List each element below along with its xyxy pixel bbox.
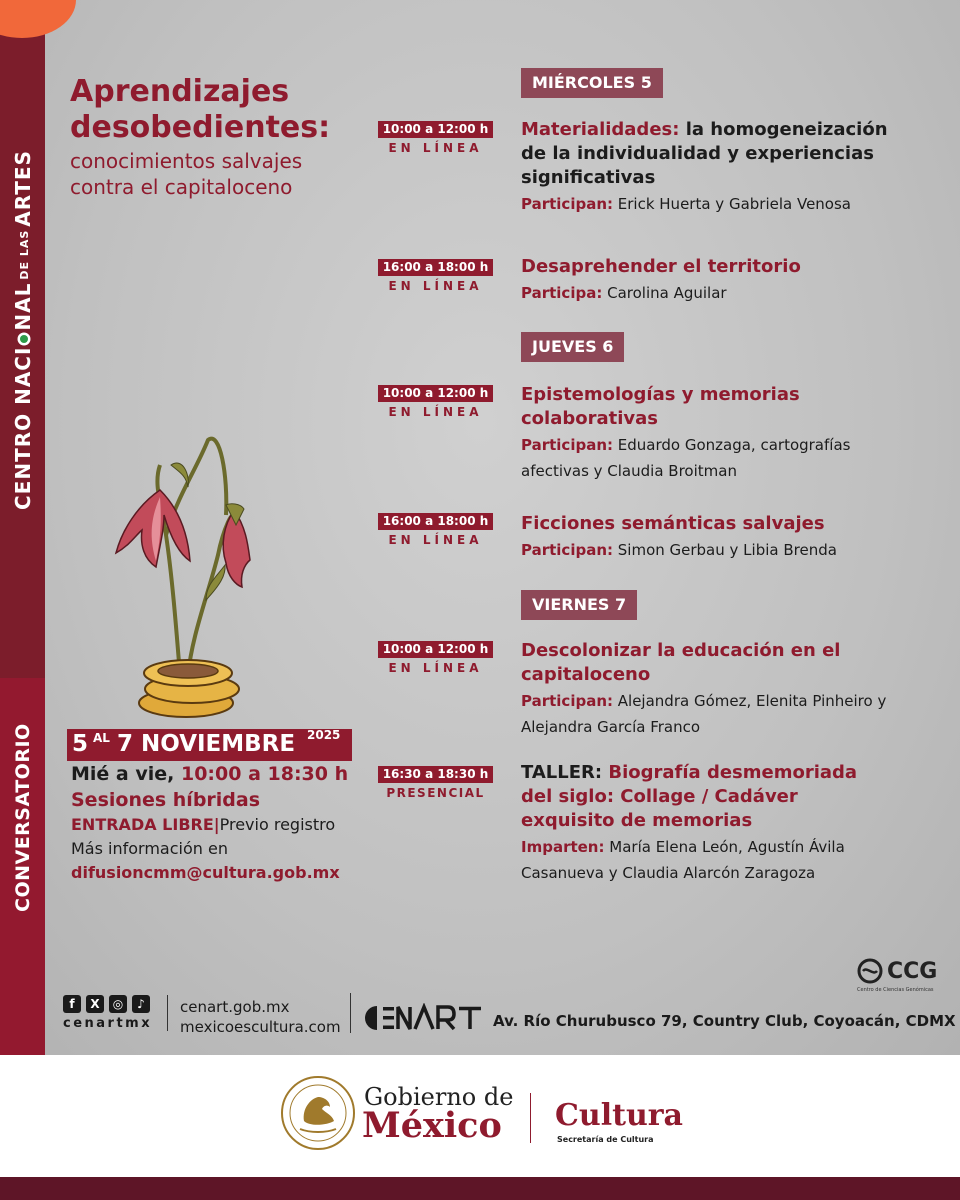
cenart-logo (365, 1003, 483, 1033)
instagram-icon[interactable]: ◎ (109, 995, 127, 1013)
site-cenart[interactable]: cenart.gob.mx (180, 998, 290, 1016)
footer-divider (350, 993, 351, 1033)
hours-label: 10:00 a 18:30 h (180, 763, 349, 785)
time-range: 16:30 a 18:30 h (378, 766, 493, 783)
participants: Carolina Aguilar (602, 284, 727, 302)
participants-label: Participan: (521, 436, 613, 454)
participants-label: Participan: (521, 195, 613, 213)
session-6 (521, 761, 901, 886)
event-title: Aprendizajes desobedientes: (70, 74, 331, 145)
wilted-flower-coins-illustration (108, 435, 268, 720)
session-title: la homogeneización de la individualidad y experiencias significativas (521, 119, 888, 188)
session-title: Biografía desmemoriada del siglo: Collage / Cadáver exquisito de memorias (521, 762, 858, 831)
ccg-logo (857, 958, 947, 998)
participants-label: Participan: (521, 541, 613, 559)
ccg-mark-icon (857, 958, 883, 984)
session-1 (521, 118, 901, 217)
participants-label: Participan: (521, 692, 613, 710)
org-name-part3: ARTES (11, 149, 35, 227)
session-mode: EN LÍNEA (388, 279, 483, 293)
org-name-part2: NAL (11, 282, 35, 331)
facebook-icon[interactable]: f (63, 995, 81, 1013)
time-range: 10:00 a 12:00 h (378, 641, 493, 658)
participants: Simon Gerbau y Libia Brenda (613, 541, 837, 559)
date-end: 7 NOVIEMBRE (117, 731, 296, 757)
corner-accent (0, 0, 76, 38)
gov-name-line2: México (362, 1105, 502, 1146)
bottom-strip (0, 1177, 960, 1200)
ccg-name: CCG (887, 959, 938, 984)
session-mode: EN LÍNEA (388, 661, 483, 675)
participants-label: Participa: (521, 284, 603, 302)
session-mode: PRESENCIAL (386, 786, 485, 800)
date-al: AL (93, 731, 110, 745)
participants: Alejandra Gómez, Elenita Pinheiro y Alejandra García Franco (521, 692, 887, 736)
session-title: Ficciones semánticas salvajes (521, 513, 825, 534)
day-badge-friday: VIERNES 7 (521, 590, 637, 620)
contact-email[interactable]: difusioncmm@cultura.gob.mx (71, 863, 340, 882)
ccg-subtitle: Centro de Ciencias Genómicas (857, 987, 934, 993)
session-time-6 (378, 766, 493, 800)
culture-name: Cultura (555, 1098, 683, 1133)
session-title-prefix: TALLER: (521, 762, 603, 783)
participants: María Elena León, Agustín Ávila Casanueva y Claudia Alarcón Zaragoza (521, 838, 845, 882)
time-range: 16:00 a 18:00 h (378, 259, 493, 276)
entry-separator: | (213, 815, 220, 834)
time-range: 16:00 a 18:00 h (378, 513, 493, 530)
x-icon[interactable]: X (86, 995, 104, 1013)
session-time-5 (378, 641, 493, 675)
date-start: 5 (72, 731, 89, 757)
session-4 (521, 512, 901, 563)
session-5 (521, 639, 901, 740)
site-mexicoescultura[interactable]: mexicoescultura.com (180, 1018, 341, 1036)
session-mode: EN LÍNEA (388, 533, 483, 547)
org-name-part1: CENTRO NACI (11, 346, 35, 510)
time-range: 10:00 a 12:00 h (378, 121, 493, 138)
session-title: Descolonizar la educación en el capitaloceno (521, 640, 841, 685)
session-title-prefix: Materialidades: (521, 119, 680, 140)
event-info-block (71, 761, 371, 885)
event-title-block (70, 74, 370, 200)
session-time-4 (378, 513, 493, 547)
websites (180, 997, 341, 1037)
social-handle: cenartmx (63, 1016, 153, 1031)
session-mode: EN LÍNEA (388, 405, 483, 419)
social-block (63, 995, 163, 1031)
session-mode: EN LÍNEA (388, 141, 483, 155)
participants: Eduardo Gonzaga, cartografías afectivas y Claudia Broitman (521, 436, 851, 480)
event-subtitle: conocimientos salvajes contra el capitaloceno (70, 149, 303, 199)
org-name-small: DE LAS (18, 229, 31, 280)
org-vertical-name (11, 150, 35, 510)
session-time-2 (378, 259, 493, 293)
session-time-1 (378, 121, 493, 155)
green-dot-icon (16, 331, 32, 347)
day-badge-wednesday: MIÉRCOLES 5 (521, 68, 663, 98)
session-2 (521, 255, 901, 306)
event-type-label: CONVERSATORIO (12, 723, 34, 912)
mexico-seal-icon (280, 1075, 356, 1151)
time-range: 10:00 a 12:00 h (378, 385, 493, 402)
session-time-3 (378, 385, 493, 419)
days-label: Mié a vie, (71, 763, 175, 785)
tiktok-icon[interactable]: ♪ (132, 995, 150, 1013)
sessions-label: Sesiones híbridas (71, 789, 261, 811)
session-title: Desaprehender el territorio (521, 256, 801, 277)
participants-label: Imparten: (521, 838, 605, 856)
date-year: 2025 (307, 728, 341, 742)
registration-label: Previo registro (219, 815, 336, 834)
date-range-banner (67, 729, 352, 761)
session-title: Epistemologías y memorias colaborativas (521, 384, 800, 429)
venue-address: Av. Río Churubusco 79, Country Club, Coyoacán, CDMX (493, 1012, 956, 1030)
session-3 (521, 383, 901, 484)
entry-label: ENTRADA LIBRE (71, 815, 214, 834)
day-badge-thursday: JUEVES 6 (521, 332, 624, 362)
culture-subtitle: Secretaría de Cultura (557, 1135, 654, 1144)
gov-divider (530, 1093, 531, 1143)
more-info-label: Más información en (71, 839, 228, 858)
footer-divider (167, 995, 168, 1031)
gov-name-line1: Gobierno de (364, 1083, 514, 1111)
participants: Erick Huerta y Gabriela Venosa (613, 195, 851, 213)
